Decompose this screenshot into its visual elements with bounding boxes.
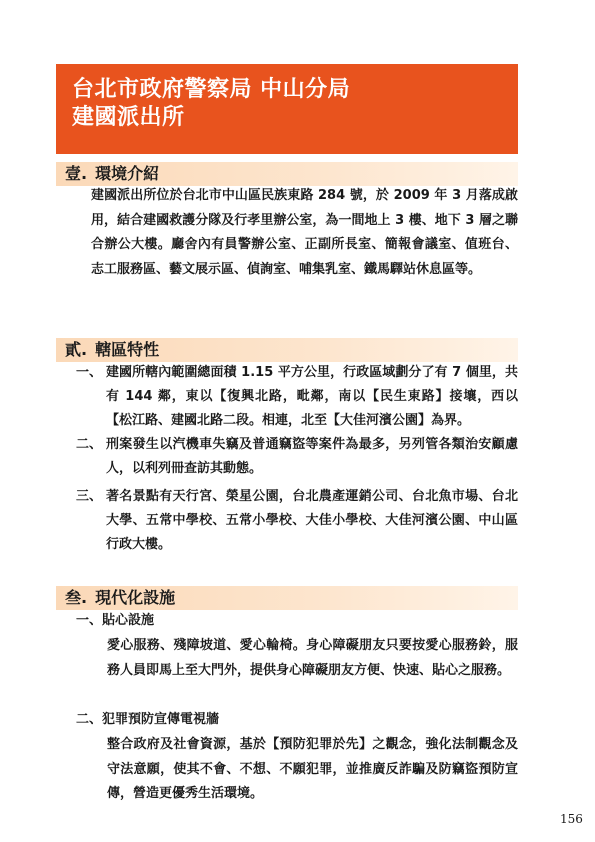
subsection-title: 犯罪預防宣傳電視牆	[102, 712, 220, 727]
list-marker: 一、	[76, 613, 103, 628]
section-title: 環境介紹	[95, 164, 160, 183]
page-title-banner	[56, 64, 518, 154]
page-title-line-2: 建國派出所	[72, 105, 185, 130]
subsection-paragraph-caring-facilities: 愛心服務、殘障坡道、愛心輪椅。身心障礙朋友只要按愛心服務鈴，服務人員即馬上至大門外，提供身心障礙朋友方便、快速、貼心之服務。	[107, 638, 518, 678]
page-number: 156	[560, 812, 583, 826]
list-marker: 二、	[76, 437, 103, 452]
section-title: 轄區特性	[95, 340, 160, 359]
list-item-text: 著名景點有天行宮、榮星公園，台北農產運銷公司、台北魚市場、台北大學、五常中學校、五常小學校、大佳小學校、大佳河濱公園、中山區行政大樓。	[106, 489, 518, 552]
page-title-line-1: 台北市政府警察局 中山分局	[72, 77, 351, 102]
section-number: 貳.	[65, 340, 88, 359]
list-marker: 二、	[76, 712, 103, 727]
section-heading-environment	[56, 162, 518, 186]
section-number: 壹.	[65, 164, 88, 183]
section-title: 現代化設施	[95, 588, 176, 607]
list-item-text: 刑案發生以汽機車失竊及普通竊盜等案件為最多，另列管各類治安顧慮人，以利列冊查訪其動態。	[106, 437, 518, 476]
list-marker: 三、	[76, 489, 103, 504]
section-number: 叁.	[65, 588, 88, 607]
section-paragraph-environment: 建國派出所位於台北市中山區民族東路 284 號，於 2009 年 3 月落成啟用，結合建國救護分隊及行孝里辦公室，為一間地上 3 樓、地下 3 層之聯合辦公大樓。廳舍內有員警辦公室、正副所長室、簡報會議室、值班台、志工服務區、藝文展示區、偵詢室、哺集乳室、鐵馬驛站休息區等。	[91, 188, 518, 277]
list-item-text: 建國所轄內範圍總面積 1.15 平方公里，行政區域劃分了有 7 個里，共有 144 鄰，東以【復興北路，毗鄰，南以【民生東路】接壤，西以【松江路、建國北路二段。相連，北至【大佳河濱公園】為界。	[106, 365, 518, 428]
list-marker: 一、	[76, 365, 103, 380]
section-heading-jurisdiction	[56, 338, 518, 362]
section-heading-facilities	[56, 586, 518, 610]
subsection-heading-crime-prevention-tv-wall	[76, 708, 219, 732]
subsection-paragraph-crime-prevention-tv-wall: 整合政府及社會資源，基於【預防犯罪於先】之觀念，強化法制觀念及守法意願，使其不會、不想、不願犯罪，並推廣反詐騙及防竊盜預防宣傳，營造更優秀生活環境。	[107, 737, 518, 801]
subsection-title: 貼心設施	[102, 613, 155, 628]
subsection-heading-caring-facilities	[76, 609, 154, 633]
